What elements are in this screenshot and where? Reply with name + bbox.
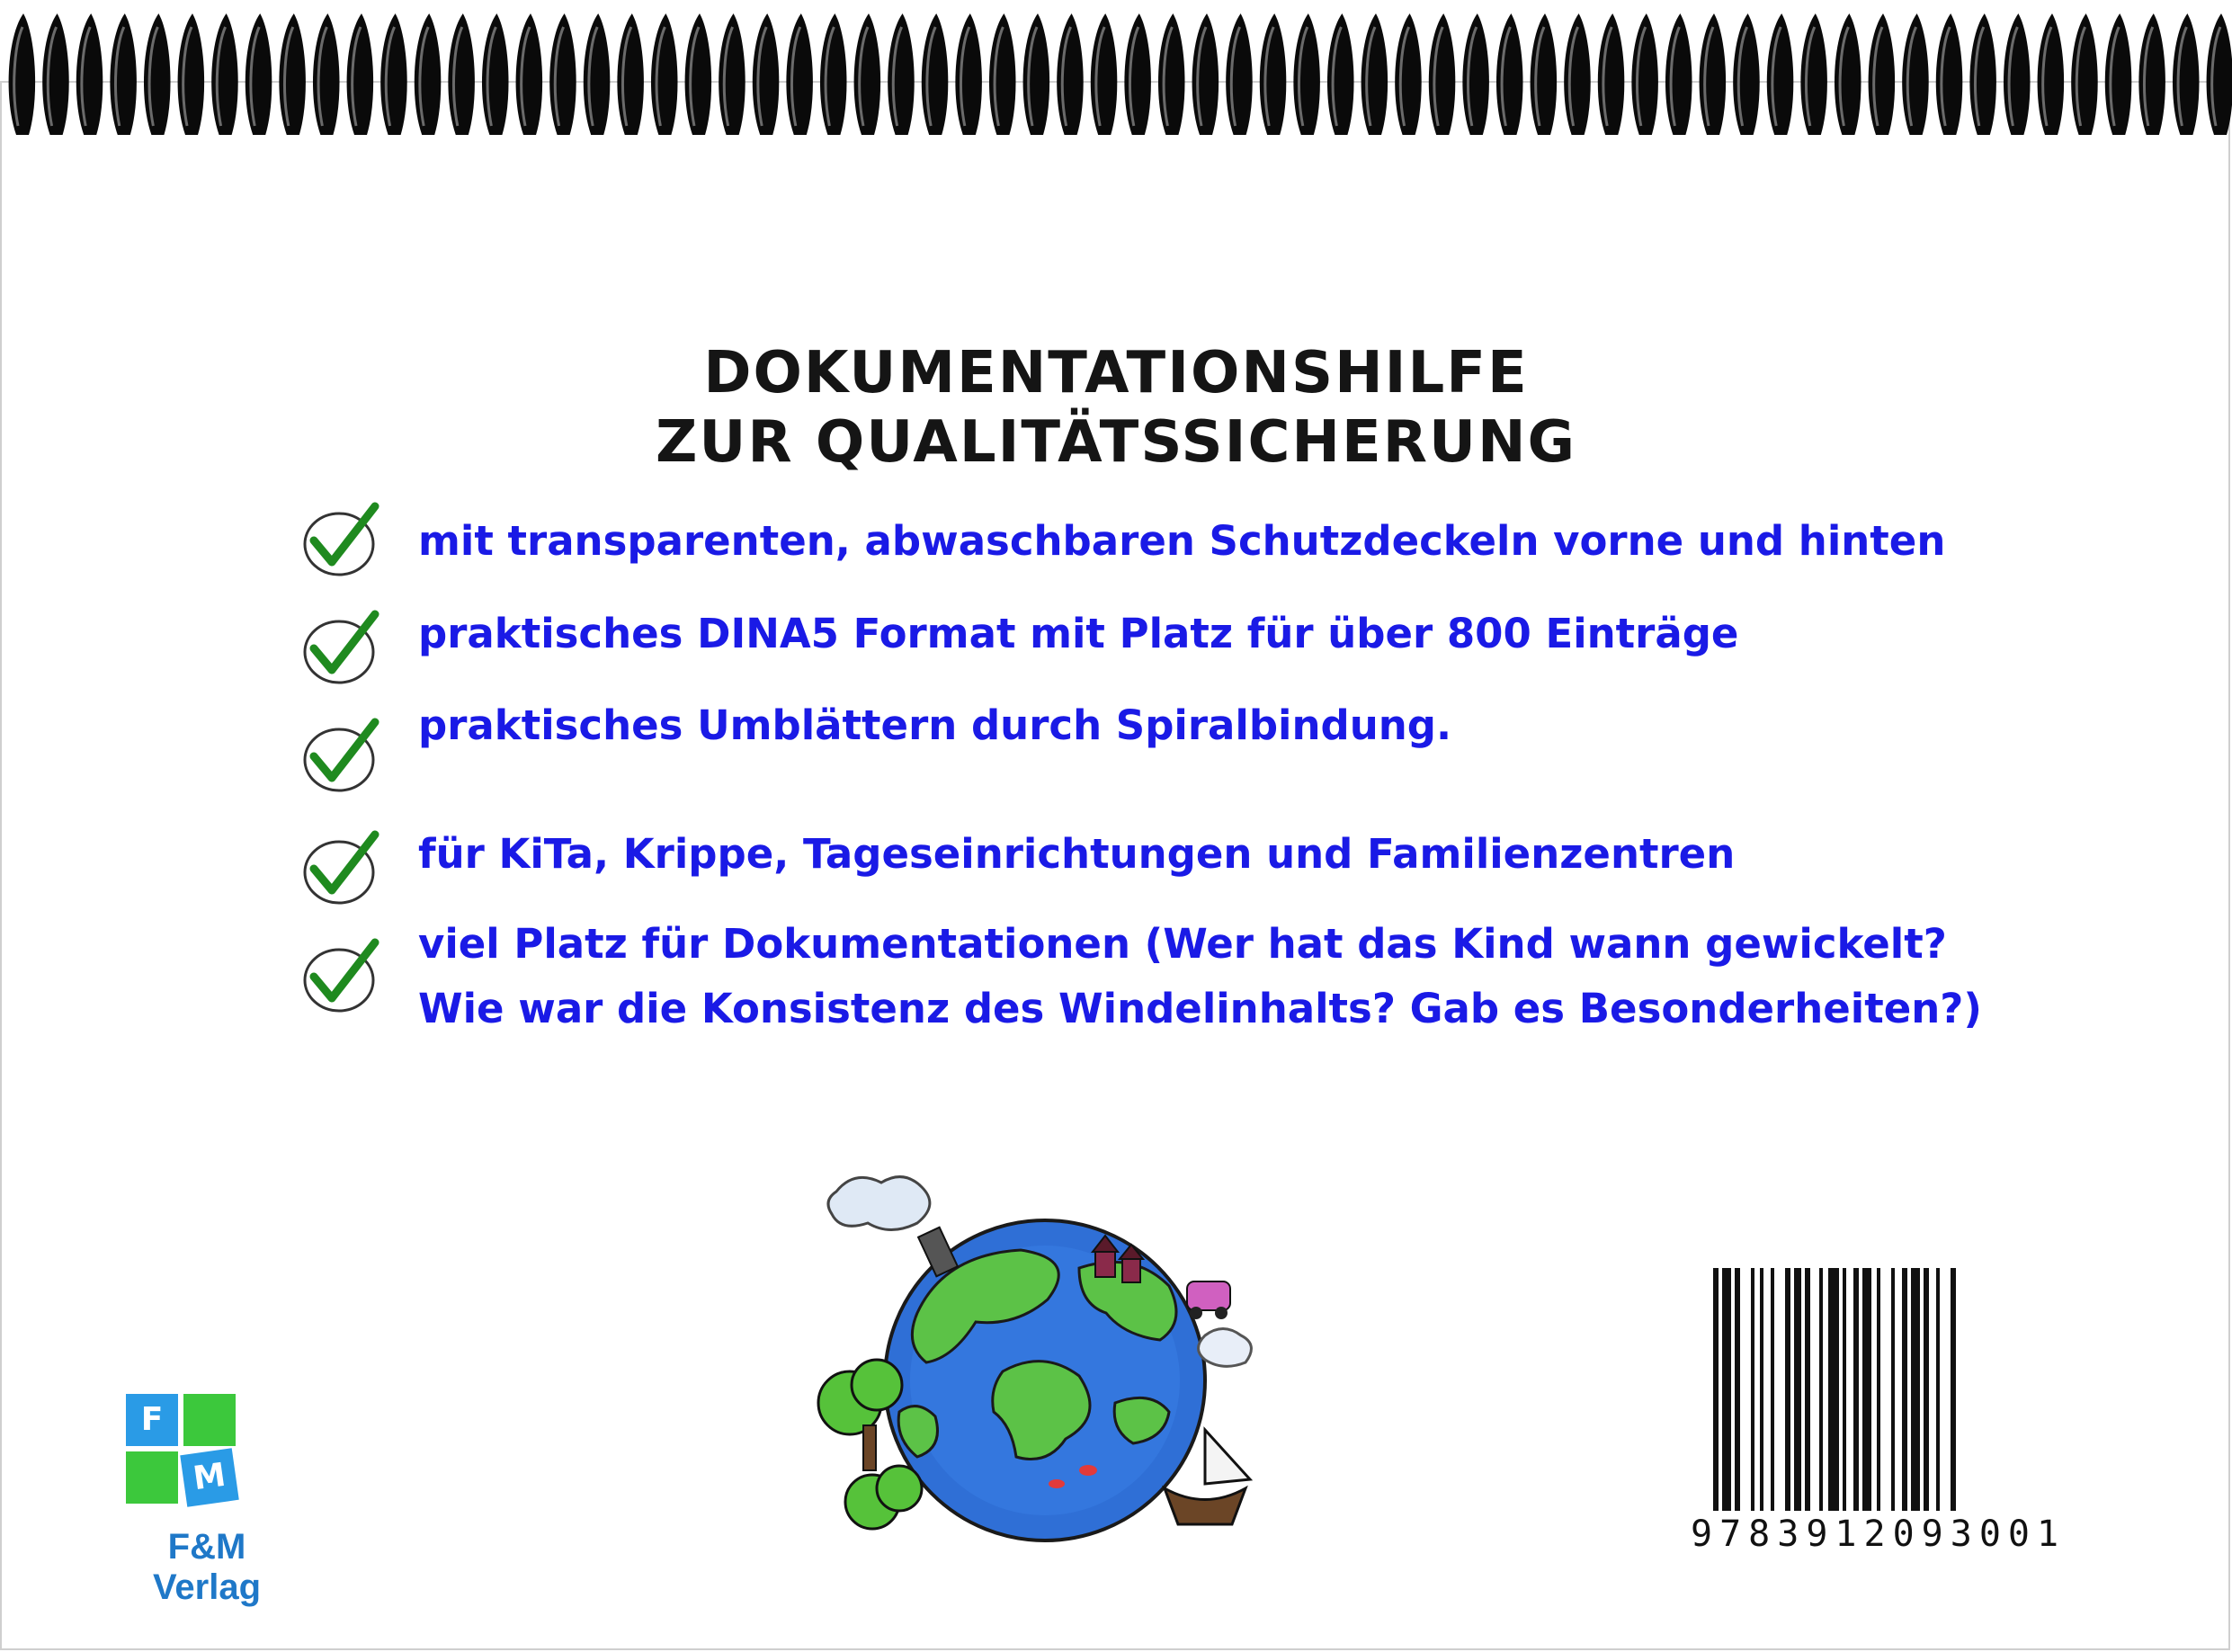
barcode-bar (1951, 1268, 1956, 1511)
barcode-bar (1902, 1268, 1907, 1511)
title-line-1: DOKUMENTATIONSHILFE (703, 340, 1529, 406)
spiral-binding (0, 0, 2232, 162)
title-line-2: ZUR QUALITÄTSSICHERUNG (655, 409, 1577, 476)
barcode-bar (1891, 1268, 1895, 1511)
globe-illustration (809, 1169, 1277, 1547)
barcode (1713, 1268, 2059, 1538)
barcode-bar (1853, 1268, 1859, 1511)
feature-text-line-2: Wie war die Konsistenz des Windelinhalts? Gab es Besonderheiten?) (418, 985, 1982, 1032)
barcode-bar (1924, 1268, 1929, 1511)
barcode-bar (1771, 1268, 1774, 1511)
barcode-bar (1936, 1268, 1940, 1511)
publisher-logo (126, 1394, 288, 1607)
publisher-name: F&M Verlag (152, 1527, 262, 1607)
barcode-bar (1713, 1268, 1719, 1511)
feature-text: praktisches Umblättern durch Spiralbindung. (418, 701, 1452, 749)
barcode-bar (1785, 1268, 1790, 1511)
logo-square (126, 1451, 178, 1504)
barcode-bar (1843, 1268, 1846, 1511)
logo-square (183, 1394, 236, 1446)
barcode-bar (1751, 1268, 1754, 1511)
barcode-bar (1735, 1268, 1740, 1511)
barcode-bar (1911, 1268, 1920, 1511)
feature-text: praktisches DINA5 Format mit Platz für über 800 Einträge (418, 610, 1739, 657)
checkmark-circle-icon (301, 827, 382, 908)
barcode-bar (1722, 1268, 1731, 1511)
checkmark-circle-icon (301, 607, 382, 688)
logo-square-f: F (126, 1394, 178, 1446)
barcode-bar (1760, 1268, 1763, 1511)
checkmark-circle-icon (301, 935, 382, 1016)
barcode-bar (1828, 1268, 1839, 1511)
checkmark-circle-icon (301, 715, 382, 796)
logo-square-m: M (180, 1448, 239, 1507)
feature-text: viel Platz für Dokumentationen (Wer hat das Kind wann gewickelt? (418, 920, 1947, 968)
barcode-bar (1805, 1268, 1810, 1511)
barcode-digits: 9783912093001 (1691, 1514, 2067, 1555)
feature-text: mit transparenten, abwaschbaren Schutzdeckeln vorne und hinten (418, 517, 1946, 565)
barcode-bar (1819, 1268, 1823, 1511)
barcode-bar (1862, 1268, 1871, 1511)
barcode-bar (1877, 1268, 1880, 1511)
checkmark-circle-icon (301, 499, 382, 580)
barcode-bar (1794, 1268, 1801, 1511)
feature-text: für KiTa, Krippe, Tageseinrichtungen und Familienzentren (418, 830, 1736, 878)
